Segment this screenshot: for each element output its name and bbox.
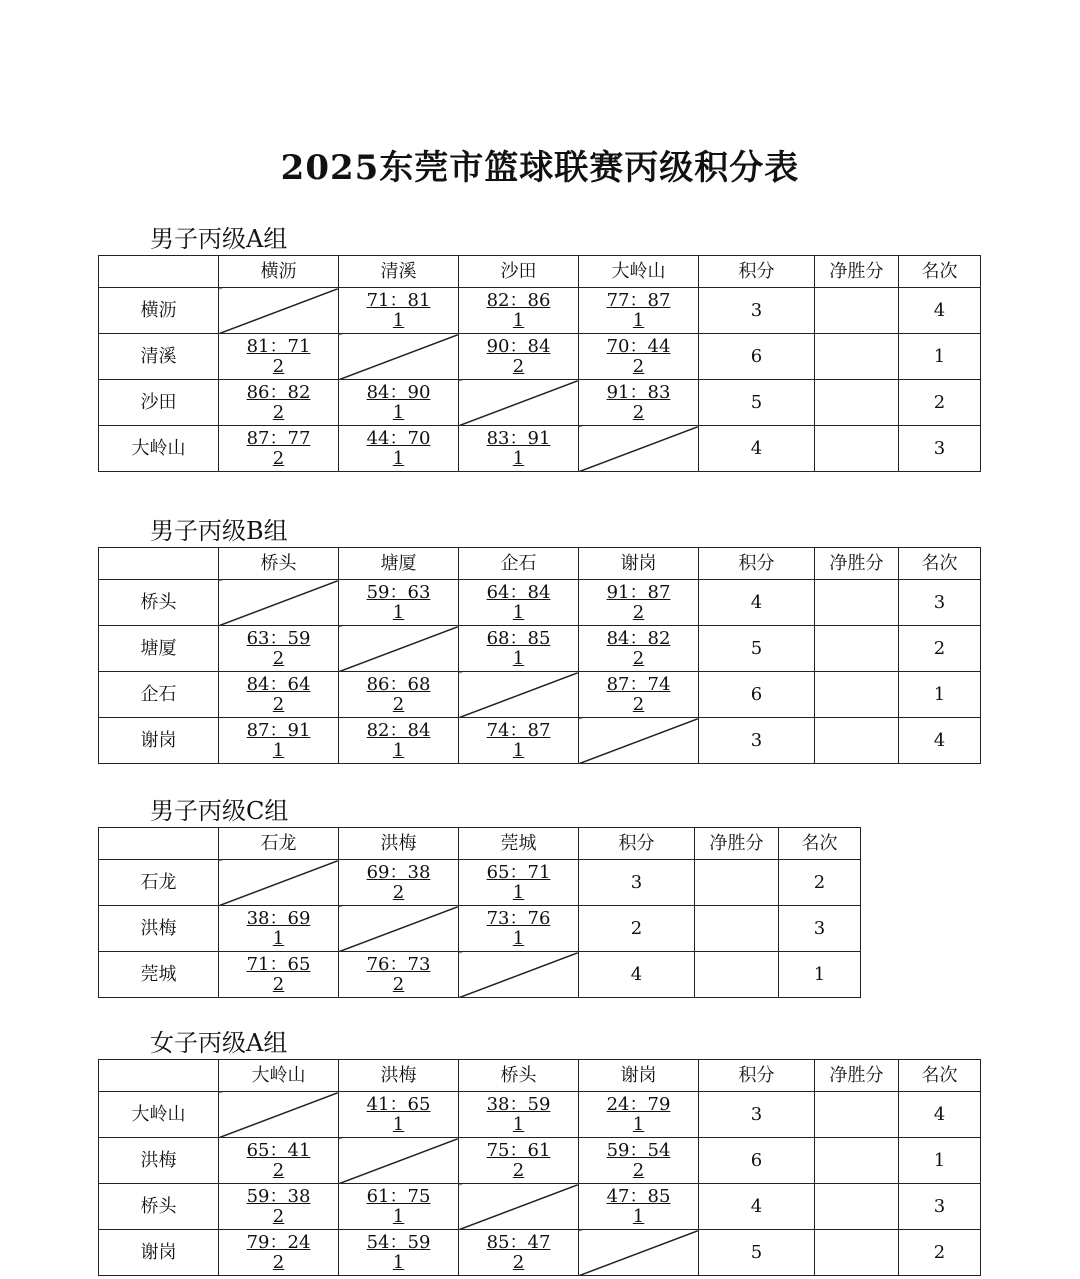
match-score: 65：71 <box>486 862 551 883</box>
match-score: 47：85 <box>606 1186 671 1207</box>
match-score: 84：64 <box>246 674 311 695</box>
match-points: 2 <box>512 1252 525 1273</box>
diagonal-cell <box>219 860 339 906</box>
match-score: 59：38 <box>246 1186 311 1207</box>
match-points: 1 <box>272 740 285 761</box>
corner-cell <box>99 256 219 288</box>
result-cell <box>579 626 699 672</box>
page-title: 2025东莞市篮球联赛丙级积分表 <box>280 148 800 188</box>
match-score: 79：24 <box>246 1232 311 1253</box>
match-score: 24：79 <box>606 1094 671 1115</box>
match-points: 1 <box>392 1114 405 1135</box>
column-header-rank: 名次 <box>899 1060 981 1092</box>
match-score: 90：84 <box>486 336 551 357</box>
result-cell <box>219 426 339 472</box>
net-cell <box>815 672 899 718</box>
result-cell <box>339 426 459 472</box>
rank-cell: 2 <box>899 380 981 426</box>
row-team-name: 石龙 <box>99 860 219 906</box>
match-score: 68：85 <box>486 628 551 649</box>
table-row <box>99 1184 981 1230</box>
result-cell <box>339 672 459 718</box>
points-cell: 3 <box>699 288 815 334</box>
points-cell: 4 <box>579 952 695 998</box>
diagonal-cell <box>459 952 579 998</box>
result-cell <box>219 626 339 672</box>
row-team-name: 塘厦 <box>99 626 219 672</box>
net-cell <box>815 580 899 626</box>
result-cell <box>579 1184 699 1230</box>
match-score: 59：54 <box>606 1140 671 1161</box>
match-points: 2 <box>632 356 645 377</box>
match-points: 1 <box>512 882 525 903</box>
match-score: 84：82 <box>606 628 671 649</box>
column-header-team: 洪梅 <box>339 1060 459 1092</box>
match-points: 1 <box>392 402 405 423</box>
net-cell <box>695 906 779 952</box>
match-score: 65：41 <box>246 1140 311 1161</box>
match-points: 2 <box>272 448 285 469</box>
rank-cell: 1 <box>779 952 861 998</box>
column-header-net: 净胜分 <box>815 1060 899 1092</box>
result-cell <box>579 1092 699 1138</box>
points-cell: 6 <box>699 334 815 380</box>
row-team-name: 洪梅 <box>99 1138 219 1184</box>
match-points: 1 <box>632 310 645 331</box>
match-score: 85：47 <box>486 1232 551 1253</box>
match-points: 1 <box>512 1114 525 1135</box>
result-cell <box>459 860 579 906</box>
diagonal-cell <box>339 626 459 672</box>
result-cell <box>339 1092 459 1138</box>
result-cell <box>579 288 699 334</box>
table-row <box>99 1138 981 1184</box>
table-row <box>99 718 981 764</box>
points-cell: 6 <box>699 672 815 718</box>
result-cell <box>219 1184 339 1230</box>
rank-cell: 4 <box>899 1092 981 1138</box>
match-score: 73：76 <box>486 908 551 929</box>
table-row <box>99 426 981 472</box>
net-cell <box>815 334 899 380</box>
match-points: 1 <box>392 310 405 331</box>
diagonal-cell <box>579 1230 699 1276</box>
result-cell <box>339 380 459 426</box>
standings-table <box>98 255 981 472</box>
points-cell: 3 <box>699 718 815 764</box>
match-points: 2 <box>632 694 645 715</box>
column-header-team: 大岭山 <box>579 256 699 288</box>
match-score: 75：61 <box>486 1140 551 1161</box>
column-header-team: 谢岗 <box>579 548 699 580</box>
points-cell: 4 <box>699 1184 815 1230</box>
result-cell <box>459 626 579 672</box>
match-score: 86：68 <box>366 674 431 695</box>
column-header-rank: 名次 <box>899 548 981 580</box>
diagonal-cell <box>579 426 699 472</box>
result-cell <box>339 1230 459 1276</box>
row-team-name: 谢岗 <box>99 1230 219 1276</box>
match-score: 59：63 <box>366 582 431 603</box>
match-score: 76：73 <box>366 954 431 975</box>
match-points: 2 <box>272 648 285 669</box>
column-header-team: 清溪 <box>339 256 459 288</box>
match-score: 81：71 <box>246 336 311 357</box>
match-score: 38：69 <box>246 908 311 929</box>
row-team-name: 谢岗 <box>99 718 219 764</box>
result-cell <box>579 580 699 626</box>
result-cell <box>339 860 459 906</box>
result-cell <box>339 1184 459 1230</box>
match-score: 61：75 <box>366 1186 431 1207</box>
match-points: 2 <box>272 402 285 423</box>
result-cell <box>579 1138 699 1184</box>
result-cell <box>339 580 459 626</box>
row-team-name: 莞城 <box>99 952 219 998</box>
result-cell <box>219 952 339 998</box>
match-points: 2 <box>632 402 645 423</box>
match-score: 87：77 <box>246 428 311 449</box>
header-row <box>99 1060 981 1092</box>
result-cell <box>219 334 339 380</box>
match-score: 41：65 <box>366 1094 431 1115</box>
corner-cell <box>99 548 219 580</box>
diagonal-cell <box>459 380 579 426</box>
match-score: 87：74 <box>606 674 671 695</box>
match-points: 1 <box>512 740 525 761</box>
match-score: 54：59 <box>366 1232 431 1253</box>
diagonal-cell <box>219 1092 339 1138</box>
group-title: 女子丙级A组 <box>150 1029 288 1057</box>
rank-cell: 3 <box>899 426 981 472</box>
column-header-team: 桥头 <box>459 1060 579 1092</box>
row-team-name: 大岭山 <box>99 1092 219 1138</box>
match-points: 1 <box>512 448 525 469</box>
match-points: 1 <box>392 740 405 761</box>
standings-table <box>98 827 861 998</box>
points-cell: 5 <box>699 626 815 672</box>
result-cell <box>459 906 579 952</box>
match-score: 71：65 <box>246 954 311 975</box>
match-score: 44：70 <box>366 428 431 449</box>
match-points: 1 <box>512 602 525 623</box>
match-points: 1 <box>272 928 285 949</box>
table-row <box>99 672 981 718</box>
result-cell <box>579 672 699 718</box>
column-header-net: 净胜分 <box>815 256 899 288</box>
match-points: 2 <box>272 1160 285 1181</box>
match-score: 86：82 <box>246 382 311 403</box>
net-cell <box>815 1138 899 1184</box>
column-header-team: 莞城 <box>459 828 579 860</box>
corner-cell <box>99 828 219 860</box>
header-row <box>99 828 861 860</box>
match-points: 2 <box>392 694 405 715</box>
rank-cell: 4 <box>899 718 981 764</box>
result-cell <box>219 1230 339 1276</box>
rank-cell: 1 <box>899 1138 981 1184</box>
result-cell <box>459 1092 579 1138</box>
row-team-name: 大岭山 <box>99 426 219 472</box>
rank-cell: 1 <box>899 334 981 380</box>
standings-table <box>98 547 981 764</box>
match-score: 77：87 <box>606 290 671 311</box>
header-row <box>99 548 981 580</box>
column-header-team: 桥头 <box>219 548 339 580</box>
table-row <box>99 1230 981 1276</box>
result-cell <box>219 672 339 718</box>
points-cell: 2 <box>579 906 695 952</box>
net-cell <box>815 426 899 472</box>
result-cell <box>339 952 459 998</box>
result-cell <box>459 334 579 380</box>
match-points: 2 <box>272 1206 285 1227</box>
match-score: 63：59 <box>246 628 311 649</box>
table-row <box>99 1092 981 1138</box>
column-header-team: 大岭山 <box>219 1060 339 1092</box>
match-score: 74：87 <box>486 720 551 741</box>
standings-table <box>98 1059 981 1276</box>
result-cell <box>459 288 579 334</box>
diagonal-cell <box>339 334 459 380</box>
match-points: 1 <box>392 448 405 469</box>
diagonal-cell <box>339 906 459 952</box>
column-header-net: 净胜分 <box>695 828 779 860</box>
result-cell <box>459 580 579 626</box>
match-points: 1 <box>392 1206 405 1227</box>
table-row <box>99 380 981 426</box>
match-points: 2 <box>632 602 645 623</box>
match-points: 1 <box>632 1114 645 1135</box>
net-cell <box>695 860 779 906</box>
column-header-rank: 名次 <box>779 828 861 860</box>
diagonal-cell <box>219 288 339 334</box>
points-cell: 4 <box>699 426 815 472</box>
rank-cell: 4 <box>899 288 981 334</box>
points-cell: 5 <box>699 380 815 426</box>
diagonal-cell <box>459 672 579 718</box>
match-score: 64：84 <box>486 582 551 603</box>
column-header-team: 洪梅 <box>339 828 459 860</box>
header-row <box>99 256 981 288</box>
table-row <box>99 626 981 672</box>
column-header-rank: 名次 <box>899 256 981 288</box>
match-points: 2 <box>632 1160 645 1181</box>
result-cell <box>459 1230 579 1276</box>
match-score: 38：59 <box>486 1094 551 1115</box>
net-cell <box>815 1230 899 1276</box>
group-title: 男子丙级A组 <box>150 225 288 253</box>
match-score: 87：91 <box>246 720 311 741</box>
match-score: 91：83 <box>606 382 671 403</box>
table-row <box>99 334 981 380</box>
net-cell <box>815 1184 899 1230</box>
match-points: 1 <box>512 928 525 949</box>
points-cell: 3 <box>699 1092 815 1138</box>
net-cell <box>815 1092 899 1138</box>
rank-cell: 2 <box>899 626 981 672</box>
rank-cell: 1 <box>899 672 981 718</box>
result-cell <box>459 426 579 472</box>
result-cell <box>219 906 339 952</box>
column-header-team: 石龙 <box>219 828 339 860</box>
net-cell <box>695 952 779 998</box>
points-cell: 5 <box>699 1230 815 1276</box>
match-score: 70：44 <box>606 336 671 357</box>
column-header-points: 积分 <box>699 1060 815 1092</box>
diagonal-cell <box>219 580 339 626</box>
rank-cell: 3 <box>899 1184 981 1230</box>
column-header-team: 沙田 <box>459 256 579 288</box>
points-cell: 6 <box>699 1138 815 1184</box>
match-points: 1 <box>512 648 525 669</box>
match-points: 1 <box>392 602 405 623</box>
group-title: 男子丙级C组 <box>150 797 289 825</box>
points-cell: 3 <box>579 860 695 906</box>
row-team-name: 企石 <box>99 672 219 718</box>
table-row <box>99 288 981 334</box>
match-points: 2 <box>392 974 405 995</box>
net-cell <box>815 626 899 672</box>
table-row <box>99 906 861 952</box>
match-score: 84：90 <box>366 382 431 403</box>
match-points: 2 <box>272 974 285 995</box>
match-points: 2 <box>272 694 285 715</box>
match-points: 2 <box>512 1160 525 1181</box>
rank-cell: 2 <box>779 860 861 906</box>
column-header-team: 企石 <box>459 548 579 580</box>
column-header-team: 横沥 <box>219 256 339 288</box>
row-team-name: 桥头 <box>99 1184 219 1230</box>
result-cell <box>459 718 579 764</box>
result-cell <box>579 334 699 380</box>
column-header-team: 塘厦 <box>339 548 459 580</box>
result-cell <box>219 1138 339 1184</box>
match-score: 69：38 <box>366 862 431 883</box>
column-header-points: 积分 <box>579 828 695 860</box>
row-team-name: 横沥 <box>99 288 219 334</box>
match-score: 83：91 <box>486 428 551 449</box>
net-cell <box>815 718 899 764</box>
row-team-name: 清溪 <box>99 334 219 380</box>
match-score: 71：81 <box>366 290 431 311</box>
match-points: 2 <box>632 648 645 669</box>
result-cell <box>339 718 459 764</box>
corner-cell <box>99 1060 219 1092</box>
match-score: 91：87 <box>606 582 671 603</box>
row-team-name: 桥头 <box>99 580 219 626</box>
match-points: 1 <box>512 310 525 331</box>
group-title: 男子丙级B组 <box>150 517 288 545</box>
result-cell <box>339 288 459 334</box>
column-header-points: 积分 <box>699 256 815 288</box>
rank-cell: 3 <box>779 906 861 952</box>
match-points: 2 <box>272 1252 285 1273</box>
result-cell <box>219 380 339 426</box>
diagonal-cell <box>459 1184 579 1230</box>
table-row <box>99 860 861 906</box>
result-cell <box>219 718 339 764</box>
column-header-net: 净胜分 <box>815 548 899 580</box>
diagonal-cell <box>579 718 699 764</box>
column-header-points: 积分 <box>699 548 815 580</box>
rank-cell: 3 <box>899 580 981 626</box>
match-points: 2 <box>392 882 405 903</box>
points-cell: 4 <box>699 580 815 626</box>
match-points: 1 <box>392 1252 405 1273</box>
column-header-team: 谢岗 <box>579 1060 699 1092</box>
row-team-name: 洪梅 <box>99 906 219 952</box>
match-score: 82：86 <box>486 290 551 311</box>
result-cell <box>459 1138 579 1184</box>
row-team-name: 沙田 <box>99 380 219 426</box>
table-row <box>99 580 981 626</box>
diagonal-cell <box>339 1138 459 1184</box>
match-points: 2 <box>512 356 525 377</box>
match-score: 82：84 <box>366 720 431 741</box>
table-row <box>99 952 861 998</box>
net-cell <box>815 288 899 334</box>
match-points: 2 <box>272 356 285 377</box>
result-cell <box>579 380 699 426</box>
rank-cell: 2 <box>899 1230 981 1276</box>
net-cell <box>815 380 899 426</box>
match-points: 1 <box>632 1206 645 1227</box>
